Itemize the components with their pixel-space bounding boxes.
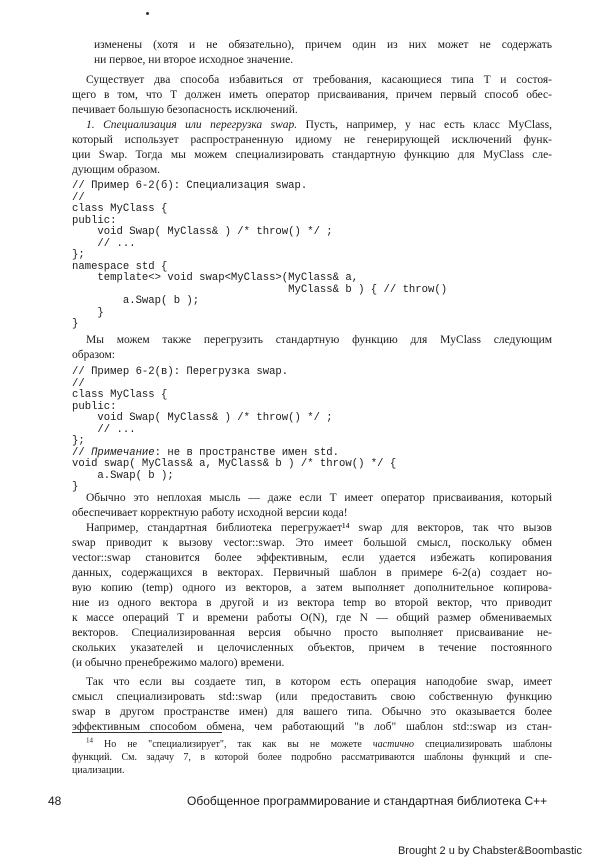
text-line: Так что если вы создаете тип, в котором есть операция наподобие swap, имеет (86, 676, 552, 688)
running-footer-title: Обобщенное программирование и стандартная библиотека C++ (187, 794, 548, 808)
text-line: векторов. Специализированная версия обычно просто выполняет присваивание не- (72, 627, 552, 639)
text-line: изменены (хотя и не обязательно), причем один из них может не содержать (94, 39, 552, 51)
footnote-separator (72, 732, 222, 733)
text-fragment: Но не "специализирует", так как вы не можете (93, 739, 373, 750)
paragraph-vector-swap (72, 521, 552, 671)
code-fragment: // (72, 446, 92, 459)
text-line: обеспечивает корректную работу исходной версии кода! (72, 507, 348, 519)
code-example-specialization: // Пример 6-2(б): Специализация swap. // class MyClass { public: void Swap( MyClass& ) /* throw() */ ; // ... }; namespace std { template<> void swap<MyClass>(MyClass& a, MyClass& b ) { // throw() a.Swap( b ); } } (72, 180, 448, 330)
text-line: swap приводит к вызову vector::swap. Это имеет большой смысл, поскольку обмен (72, 537, 552, 549)
text-line: скольких указателей и целочисленных объектов, причем в течение постоянного (72, 642, 552, 654)
text-fragment: Пусть, например, у нас есть класс MyClass, (297, 119, 553, 131)
text-line: смысл специализировать std::swap (или предоставить свою собственную функцию (72, 691, 552, 703)
text-line: циализации. (72, 765, 125, 776)
text-line: к массе операций T и времени работы O(N), где N — общий размер обмениваемых (72, 612, 552, 624)
footnote (72, 738, 552, 777)
text-line: Существует два способа избавиться от требования, касающиеся типа T и состоя- (86, 74, 552, 86)
text-line: swap в другом пространстве имен) для вашего типа. Обычно это оказывается более (72, 706, 552, 718)
text-line (72, 738, 552, 751)
scan-credit: Brought 2 u by Chabster&Boombastic (397, 845, 582, 857)
text-fragment: частично (372, 739, 415, 750)
paragraph-overload (72, 333, 552, 363)
text-line: vector::swap становится более эффективным, если удается избежать копирования (72, 552, 552, 564)
paragraph-conclusion (72, 675, 552, 735)
text-line: вую копию (temp) одного из векторов, а затем выполняет дополнительное копирова- (72, 582, 552, 594)
text-line: (и обычно пренебрежимо малого) времени. (72, 657, 285, 669)
code-comment-note (72, 447, 339, 459)
text-line: ции Swap. Тогда мы можем специализировать стандартную функцию для MyClass сле- (72, 149, 552, 161)
paragraph-two-ways (72, 73, 552, 118)
text-line: эффективным способом обмена, чем работающий "в лоб" шаблон std::swap из стан- (72, 721, 552, 733)
scan-speck (146, 12, 149, 15)
text-line: функций. См. задачу 7, в которой более подробно рассматриваются шаблоны функций и спе- (72, 752, 552, 763)
code-block: void swap( MyClass& a, MyClass& b ) /* throw() */ { a.Swap( b ); } (72, 458, 397, 493)
text-line: Например, стандартная библиотека перегружает¹⁴ swap для векторов, так что вызов (86, 522, 552, 534)
text-line: ни первое, ни второе исходное значение. (94, 54, 294, 66)
text-fragment: специализировать шаблоны (414, 739, 552, 750)
paragraph-usually (72, 491, 552, 521)
paragraph-specialization (72, 118, 552, 178)
intro-paragraph (94, 38, 552, 68)
text-line: который использует распространенную идиому не генерирующей исключений функ- (72, 134, 552, 146)
code-block: // Пример 6-2(в): Перегрузка swap. // class MyClass { public: void Swap( MyClass& ) /* throw() */ ; // ... }; (72, 366, 333, 447)
text-line: данных, содержащихся в векторах. Первичный шаблон в примере 6-2(а) создает но- (72, 567, 552, 579)
text-line: печивает большую безопасность исключений. (72, 104, 298, 116)
text-line: образом: (72, 349, 115, 361)
footnote-number: 14 (86, 736, 93, 745)
text-line: щего в том, что T должен иметь оператор присваивания, причем первый способ обес- (72, 89, 552, 101)
code-note-word: Примечание (91, 446, 155, 459)
code-example-overload (72, 367, 396, 494)
text-line (72, 118, 552, 133)
code-fragment: : не в пространстве имен std. (154, 446, 340, 459)
text-line: ние из одного вектора в другой и из вектора temp во второй вектор, что приводит (72, 597, 552, 609)
text-line: Обычно это неплохая мысль — даже если T имеет оператор присваивания, который (86, 492, 552, 504)
text-line: Мы можем также перегрузить стандартную функцию для MyClass следующим (86, 334, 552, 346)
text-line: дующим образом. (72, 164, 160, 176)
page-number: 48 (48, 794, 62, 808)
section-heading: 1. Специализация или перегрузка swap. (86, 119, 298, 131)
